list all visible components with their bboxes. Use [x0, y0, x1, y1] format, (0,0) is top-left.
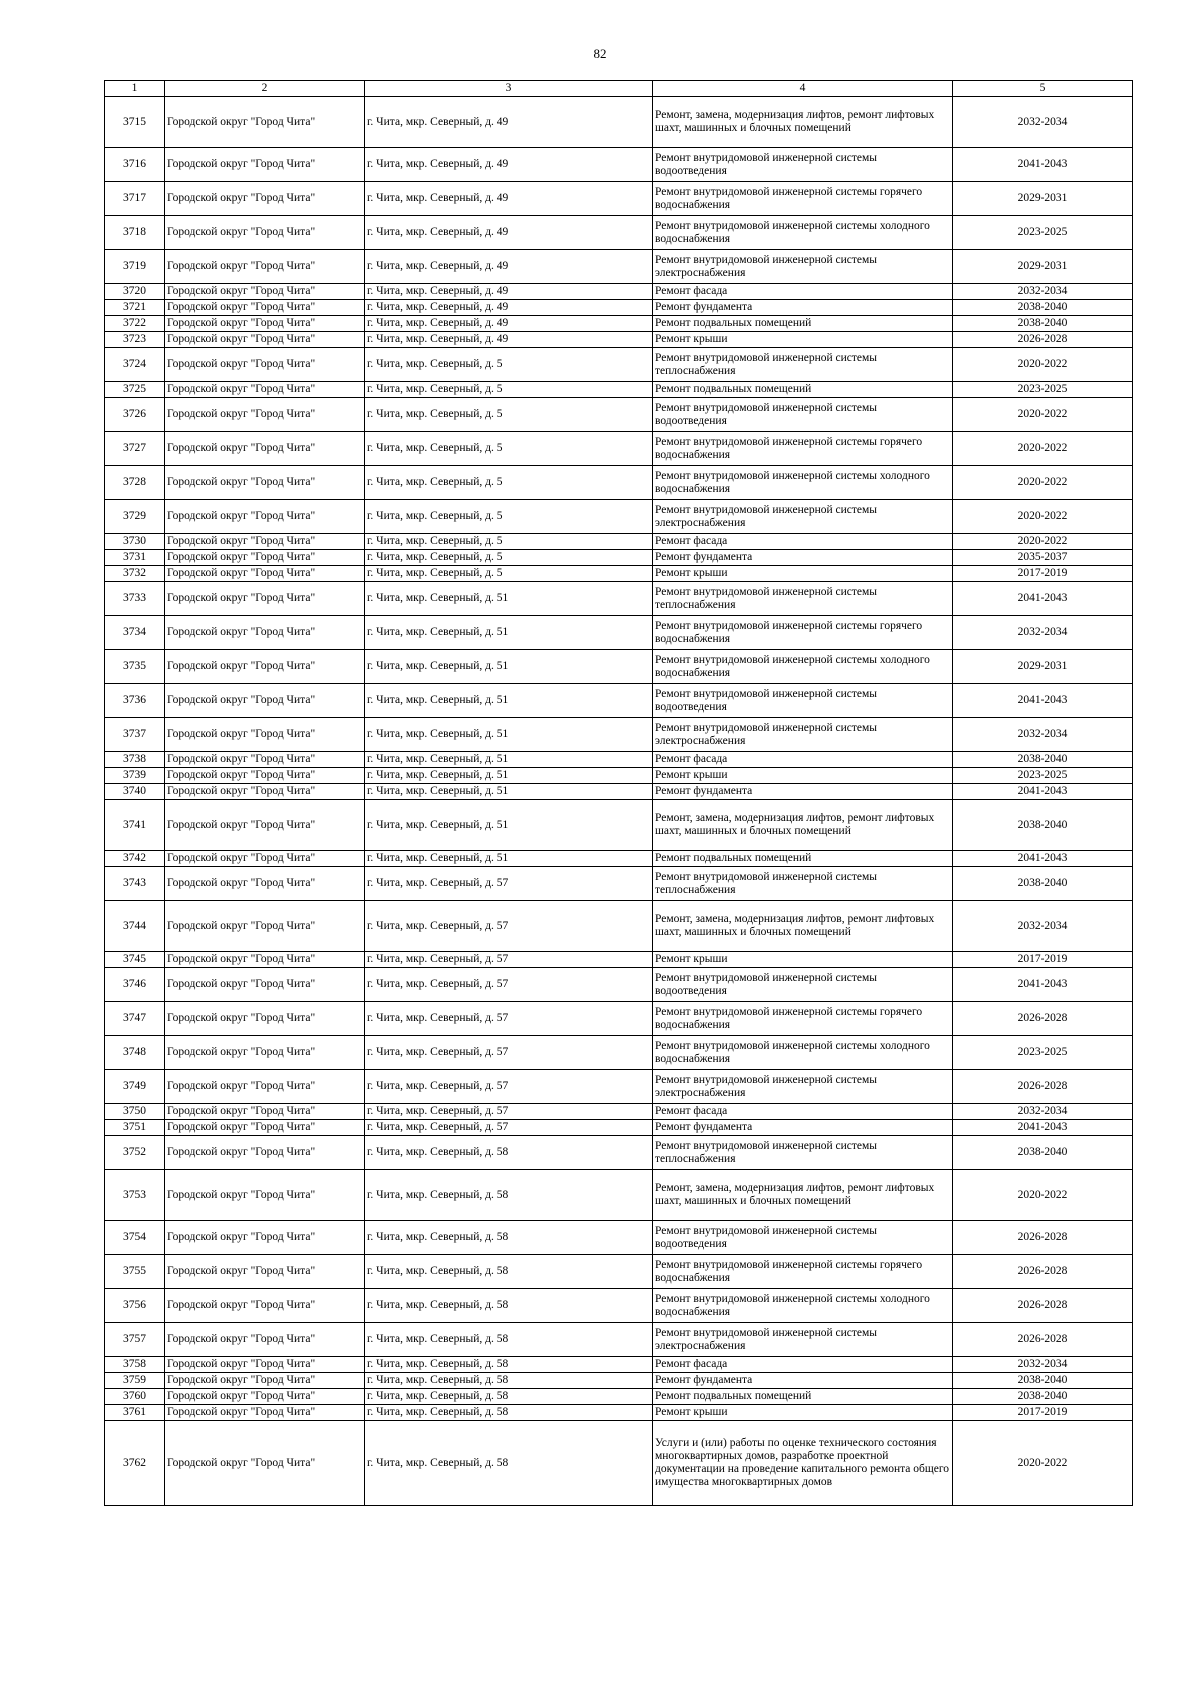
table-row: [105, 300, 1133, 316]
address-cell: г. Чита, мкр. Северный, д. 57: [365, 952, 653, 968]
work-type-cell: Ремонт фундамента: [653, 300, 953, 316]
period-cell: 2023-2025: [953, 382, 1133, 398]
address-cell: г. Чита, мкр. Северный, д. 5: [365, 534, 653, 550]
address-cell: г. Чита, мкр. Северный, д. 58: [365, 1289, 653, 1323]
table-row: [105, 534, 1133, 550]
address-cell: г. Чита, мкр. Северный, д. 49: [365, 97, 653, 148]
address-cell: г. Чита, мкр. Северный, д. 57: [365, 1036, 653, 1070]
address-cell: г. Чита, мкр. Северный, д. 51: [365, 752, 653, 768]
period-cell: 2032-2034: [953, 97, 1133, 148]
period-cell: 2038-2040: [953, 1136, 1133, 1170]
period-cell: 2029-2031: [953, 250, 1133, 284]
work-type-cell: Ремонт внутридомовой инженерной системы горячего водоснабжения: [653, 616, 953, 650]
table-body: [105, 97, 1133, 1506]
row-number-cell: 3754: [105, 1221, 165, 1255]
work-type-cell: Ремонт фасада: [653, 284, 953, 300]
table-row: [105, 650, 1133, 684]
table-row: [105, 398, 1133, 432]
address-cell: г. Чита, мкр. Северный, д. 57: [365, 867, 653, 901]
work-type-cell: Ремонт внутридомовой инженерной системы водоотведения: [653, 398, 953, 432]
table-row: [105, 432, 1133, 466]
row-number-cell: 3737: [105, 718, 165, 752]
address-cell: г. Чита, мкр. Северный, д. 58: [365, 1405, 653, 1421]
municipality-cell: Городской округ "Город Чита": [165, 550, 365, 566]
table-row: [105, 182, 1133, 216]
address-cell: г. Чита, мкр. Северный, д. 49: [365, 148, 653, 182]
table-row: [105, 97, 1133, 148]
address-cell: г. Чита, мкр. Северный, д. 5: [365, 432, 653, 466]
row-number-cell: 3753: [105, 1170, 165, 1221]
period-cell: 2041-2043: [953, 968, 1133, 1002]
table-row: [105, 566, 1133, 582]
work-type-cell: Ремонт крыши: [653, 1405, 953, 1421]
municipality-cell: Городской округ "Город Чита": [165, 650, 365, 684]
work-type-cell: Ремонт, замена, модернизация лифтов, ремонт лифтовых шахт, машинных и блочных помещений: [653, 1170, 953, 1221]
period-cell: 2032-2034: [953, 1104, 1133, 1120]
work-type-cell: Ремонт внутридомовой инженерной системы электроснабжения: [653, 1323, 953, 1357]
row-number-cell: 3721: [105, 300, 165, 316]
column-header-3: 3: [365, 81, 653, 97]
period-cell: 2038-2040: [953, 867, 1133, 901]
period-cell: 2041-2043: [953, 684, 1133, 718]
work-type-cell: Ремонт крыши: [653, 768, 953, 784]
work-type-cell: Ремонт фасада: [653, 1357, 953, 1373]
work-type-cell: Ремонт, замена, модернизация лифтов, ремонт лифтовых шахт, машинных и блочных помещений: [653, 800, 953, 851]
table-row: [105, 1070, 1133, 1104]
address-cell: г. Чита, мкр. Северный, д. 57: [365, 901, 653, 952]
row-number-cell: 3757: [105, 1323, 165, 1357]
municipality-cell: Городской округ "Город Чита": [165, 466, 365, 500]
row-number-cell: 3724: [105, 348, 165, 382]
row-number-cell: 3733: [105, 582, 165, 616]
municipality-cell: Городской округ "Город Чита": [165, 1373, 365, 1389]
row-number-cell: 3741: [105, 800, 165, 851]
table-row: [105, 616, 1133, 650]
period-cell: 2026-2028: [953, 1221, 1133, 1255]
work-type-cell: Услуги и (или) работы по оценке технического состояния многоквартирных домов, разработке проектной документации на проведение капитального ремонта общего имущества многоквартирных домов: [653, 1421, 953, 1506]
period-cell: 2023-2025: [953, 1036, 1133, 1070]
address-cell: г. Чита, мкр. Северный, д. 51: [365, 800, 653, 851]
page-number: 82: [593, 46, 607, 61]
row-number-cell: 3752: [105, 1136, 165, 1170]
row-number-cell: 3758: [105, 1357, 165, 1373]
table-row: [105, 800, 1133, 851]
row-number-cell: 3747: [105, 1002, 165, 1036]
row-number-cell: 3743: [105, 867, 165, 901]
municipality-cell: Городской округ "Город Чита": [165, 216, 365, 250]
work-type-cell: Ремонт фундамента: [653, 1120, 953, 1136]
address-cell: г. Чита, мкр. Северный, д. 5: [365, 500, 653, 534]
municipality-cell: Городской округ "Город Чита": [165, 97, 365, 148]
table-row: [105, 1405, 1133, 1421]
address-cell: г. Чита, мкр. Северный, д. 49: [365, 316, 653, 332]
address-cell: г. Чита, мкр. Северный, д. 5: [365, 566, 653, 582]
period-cell: 2023-2025: [953, 768, 1133, 784]
work-type-cell: Ремонт внутридомовой инженерной системы водоотведения: [653, 968, 953, 1002]
work-type-cell: Ремонт внутридомовой инженерной системы электроснабжения: [653, 1070, 953, 1104]
municipality-cell: Городской округ "Город Чита": [165, 382, 365, 398]
row-number-cell: 3723: [105, 332, 165, 348]
period-cell: 2020-2022: [953, 534, 1133, 550]
work-type-cell: Ремонт внутридомовой инженерной системы холодного водоснабжения: [653, 216, 953, 250]
table-row: [105, 1136, 1133, 1170]
period-cell: 2038-2040: [953, 1389, 1133, 1405]
row-number-cell: 3759: [105, 1373, 165, 1389]
work-type-cell: Ремонт фасада: [653, 534, 953, 550]
address-cell: г. Чита, мкр. Северный, д. 51: [365, 718, 653, 752]
table-row: [105, 752, 1133, 768]
municipality-cell: Городской округ "Город Чита": [165, 1405, 365, 1421]
work-type-cell: Ремонт внутридомовой инженерной системы теплоснабжения: [653, 582, 953, 616]
period-cell: 2020-2022: [953, 432, 1133, 466]
address-cell: г. Чита, мкр. Северный, д. 5: [365, 382, 653, 398]
address-cell: г. Чита, мкр. Северный, д. 58: [365, 1389, 653, 1405]
municipality-cell: Городской округ "Город Чита": [165, 1104, 365, 1120]
row-number-cell: 3719: [105, 250, 165, 284]
table-row: [105, 1221, 1133, 1255]
address-cell: г. Чита, мкр. Северный, д. 51: [365, 784, 653, 800]
period-cell: 2017-2019: [953, 566, 1133, 582]
municipality-cell: Городской округ "Город Чита": [165, 1170, 365, 1221]
period-cell: 2017-2019: [953, 1405, 1133, 1421]
address-cell: г. Чита, мкр. Северный, д. 58: [365, 1421, 653, 1506]
address-cell: г. Чита, мкр. Северный, д. 5: [365, 550, 653, 566]
municipality-cell: Городской округ "Город Чита": [165, 1421, 365, 1506]
work-type-cell: Ремонт внутридомовой инженерной системы горячего водоснабжения: [653, 1255, 953, 1289]
municipality-cell: Городской округ "Город Чита": [165, 534, 365, 550]
row-number-cell: 3731: [105, 550, 165, 566]
municipality-cell: Городской округ "Город Чита": [165, 500, 365, 534]
table-row: [105, 1389, 1133, 1405]
work-type-cell: Ремонт фундамента: [653, 1373, 953, 1389]
table-row: [105, 1323, 1133, 1357]
period-cell: 2026-2028: [953, 1002, 1133, 1036]
row-number-cell: 3751: [105, 1120, 165, 1136]
table-row: [105, 684, 1133, 718]
municipality-cell: Городской округ "Город Чита": [165, 316, 365, 332]
period-cell: 2020-2022: [953, 1421, 1133, 1506]
table-row: [105, 1120, 1133, 1136]
column-header-4: 4: [653, 81, 953, 97]
period-cell: 2026-2028: [953, 1070, 1133, 1104]
address-cell: г. Чита, мкр. Северный, д. 51: [365, 582, 653, 616]
row-number-cell: 3738: [105, 752, 165, 768]
table-row: [105, 500, 1133, 534]
address-cell: г. Чита, мкр. Северный, д. 57: [365, 1104, 653, 1120]
row-number-cell: 3734: [105, 616, 165, 650]
address-cell: г. Чита, мкр. Северный, д. 58: [365, 1357, 653, 1373]
address-cell: г. Чита, мкр. Северный, д. 51: [365, 650, 653, 684]
table-row: [105, 216, 1133, 250]
period-cell: 2023-2025: [953, 216, 1133, 250]
address-cell: г. Чита, мкр. Северный, д. 49: [365, 300, 653, 316]
address-cell: г. Чита, мкр. Северный, д. 51: [365, 684, 653, 718]
row-number-cell: 3732: [105, 566, 165, 582]
row-number-cell: 3728: [105, 466, 165, 500]
table-row: [105, 348, 1133, 382]
table-row: [105, 582, 1133, 616]
municipality-cell: Городской округ "Город Чита": [165, 784, 365, 800]
municipality-cell: Городской округ "Город Чита": [165, 182, 365, 216]
table-row: [105, 952, 1133, 968]
work-type-cell: Ремонт внутридомовой инженерной системы водоотведения: [653, 684, 953, 718]
period-cell: 2038-2040: [953, 800, 1133, 851]
capital-repair-table: [104, 80, 1133, 1506]
municipality-cell: Городской округ "Город Чита": [165, 1323, 365, 1357]
row-number-cell: 3727: [105, 432, 165, 466]
row-number-cell: 3744: [105, 901, 165, 952]
municipality-cell: Городской округ "Город Чита": [165, 901, 365, 952]
address-cell: г. Чита, мкр. Северный, д. 51: [365, 851, 653, 867]
work-type-cell: Ремонт внутридомовой инженерной системы теплоснабжения: [653, 348, 953, 382]
period-cell: 2041-2043: [953, 1120, 1133, 1136]
municipality-cell: Городской округ "Город Чита": [165, 284, 365, 300]
municipality-cell: Городской округ "Город Чита": [165, 718, 365, 752]
period-cell: 2020-2022: [953, 466, 1133, 500]
municipality-cell: Городской округ "Город Чита": [165, 1221, 365, 1255]
period-cell: 2038-2040: [953, 1373, 1133, 1389]
municipality-cell: Городской округ "Город Чита": [165, 1136, 365, 1170]
row-number-cell: 3761: [105, 1405, 165, 1421]
municipality-cell: Городской округ "Город Чита": [165, 1036, 365, 1070]
address-cell: г. Чита, мкр. Северный, д. 58: [365, 1255, 653, 1289]
row-number-cell: 3718: [105, 216, 165, 250]
work-type-cell: Ремонт внутридомовой инженерной системы электроснабжения: [653, 500, 953, 534]
address-cell: г. Чита, мкр. Северный, д. 57: [365, 1070, 653, 1104]
period-cell: 2029-2031: [953, 182, 1133, 216]
row-number-cell: 3749: [105, 1070, 165, 1104]
address-cell: г. Чита, мкр. Северный, д. 49: [365, 332, 653, 348]
work-type-cell: Ремонт крыши: [653, 332, 953, 348]
address-cell: г. Чита, мкр. Северный, д. 57: [365, 1120, 653, 1136]
municipality-cell: Городской округ "Город Чита": [165, 300, 365, 316]
table-row: [105, 382, 1133, 398]
row-number-cell: 3750: [105, 1104, 165, 1120]
period-cell: 2038-2040: [953, 752, 1133, 768]
period-cell: 2038-2040: [953, 300, 1133, 316]
period-cell: 2017-2019: [953, 952, 1133, 968]
row-number-cell: 3729: [105, 500, 165, 534]
municipality-cell: Городской округ "Город Чита": [165, 332, 365, 348]
period-cell: 2032-2034: [953, 284, 1133, 300]
row-number-cell: 3720: [105, 284, 165, 300]
municipality-cell: Городской округ "Город Чита": [165, 398, 365, 432]
table-row: [105, 1289, 1133, 1323]
address-cell: г. Чита, мкр. Северный, д. 51: [365, 616, 653, 650]
work-type-cell: Ремонт внутридомовой инженерной системы теплоснабжения: [653, 1136, 953, 1170]
table-row: [105, 316, 1133, 332]
row-number-cell: 3755: [105, 1255, 165, 1289]
work-type-cell: Ремонт, замена, модернизация лифтов, ремонт лифтовых шахт, машинных и блочных помещений: [653, 97, 953, 148]
row-number-cell: 3748: [105, 1036, 165, 1070]
row-number-cell: 3739: [105, 768, 165, 784]
address-cell: г. Чита, мкр. Северный, д. 51: [365, 768, 653, 784]
address-cell: г. Чита, мкр. Северный, д. 5: [365, 348, 653, 382]
table-row: [105, 1357, 1133, 1373]
period-cell: 2032-2034: [953, 718, 1133, 752]
municipality-cell: Городской округ "Город Чита": [165, 752, 365, 768]
work-type-cell: Ремонт подвальных помещений: [653, 316, 953, 332]
work-type-cell: Ремонт внутридомовой инженерной системы холодного водоснабжения: [653, 650, 953, 684]
table-row: [105, 851, 1133, 867]
period-cell: 2020-2022: [953, 398, 1133, 432]
row-number-cell: 3717: [105, 182, 165, 216]
work-type-cell: Ремонт, замена, модернизация лифтов, ремонт лифтовых шахт, машинных и блочных помещений: [653, 901, 953, 952]
row-number-cell: 3746: [105, 968, 165, 1002]
period-cell: 2032-2034: [953, 616, 1133, 650]
table-row: [105, 1002, 1133, 1036]
municipality-cell: Городской округ "Город Чита": [165, 1389, 365, 1405]
address-cell: г. Чита, мкр. Северный, д. 57: [365, 1002, 653, 1036]
period-cell: 2026-2028: [953, 1323, 1133, 1357]
table-row: [105, 1036, 1133, 1070]
address-cell: г. Чита, мкр. Северный, д. 57: [365, 968, 653, 1002]
period-cell: 2038-2040: [953, 316, 1133, 332]
period-cell: 2026-2028: [953, 1255, 1133, 1289]
address-cell: г. Чита, мкр. Северный, д. 58: [365, 1221, 653, 1255]
row-number-cell: 3725: [105, 382, 165, 398]
table-row: [105, 768, 1133, 784]
table-row: [105, 284, 1133, 300]
period-cell: 2026-2028: [953, 332, 1133, 348]
work-type-cell: Ремонт фасада: [653, 752, 953, 768]
row-number-cell: 3735: [105, 650, 165, 684]
address-cell: г. Чита, мкр. Северный, д. 58: [365, 1136, 653, 1170]
work-type-cell: Ремонт подвальных помещений: [653, 851, 953, 867]
row-number-cell: 3745: [105, 952, 165, 968]
work-type-cell: Ремонт внутридомовой инженерной системы водоотведения: [653, 148, 953, 182]
municipality-cell: Городской округ "Город Чита": [165, 1002, 365, 1036]
row-number-cell: 3715: [105, 97, 165, 148]
municipality-cell: Городской округ "Город Чита": [165, 768, 365, 784]
table-row: [105, 968, 1133, 1002]
table-row: [105, 1170, 1133, 1221]
municipality-cell: Городской округ "Город Чита": [165, 432, 365, 466]
work-type-cell: Ремонт внутридомовой инженерной системы горячего водоснабжения: [653, 1002, 953, 1036]
address-cell: г. Чита, мкр. Северный, д. 49: [365, 182, 653, 216]
municipality-cell: Городской округ "Город Чита": [165, 1070, 365, 1104]
municipality-cell: Городской округ "Город Чита": [165, 684, 365, 718]
period-cell: 2029-2031: [953, 650, 1133, 684]
municipality-cell: Городской округ "Город Чита": [165, 582, 365, 616]
period-cell: 2041-2043: [953, 784, 1133, 800]
municipality-cell: Городской округ "Город Чита": [165, 566, 365, 582]
table-row: [105, 332, 1133, 348]
municipality-cell: Городской округ "Город Чита": [165, 1120, 365, 1136]
work-type-cell: Ремонт подвальных помещений: [653, 1389, 953, 1405]
row-number-cell: 3742: [105, 851, 165, 867]
address-cell: г. Чита, мкр. Северный, д. 58: [365, 1323, 653, 1357]
municipality-cell: Городской округ "Город Чита": [165, 348, 365, 382]
table-row: [105, 1104, 1133, 1120]
row-number-cell: 3736: [105, 684, 165, 718]
work-type-cell: Ремонт внутридомовой инженерной системы горячего водоснабжения: [653, 432, 953, 466]
table-row: [105, 466, 1133, 500]
table-row: [105, 901, 1133, 952]
column-number-row: [105, 81, 1133, 97]
table-row: [105, 550, 1133, 566]
municipality-cell: Городской округ "Город Чита": [165, 1255, 365, 1289]
row-number-cell: 3716: [105, 148, 165, 182]
column-header-5: 5: [953, 81, 1133, 97]
table-row: [105, 250, 1133, 284]
municipality-cell: Городской округ "Город Чита": [165, 851, 365, 867]
column-header-1: 1: [105, 81, 165, 97]
work-type-cell: Ремонт фундамента: [653, 784, 953, 800]
column-header-2: 2: [165, 81, 365, 97]
municipality-cell: Городской округ "Город Чита": [165, 250, 365, 284]
table-row: [105, 1255, 1133, 1289]
municipality-cell: Городской округ "Город Чита": [165, 867, 365, 901]
work-type-cell: Ремонт внутридомовой инженерной системы холодного водоснабжения: [653, 466, 953, 500]
municipality-cell: Городской округ "Город Чита": [165, 1289, 365, 1323]
period-cell: 2041-2043: [953, 582, 1133, 616]
municipality-cell: Городской округ "Город Чита": [165, 968, 365, 1002]
period-cell: 2032-2034: [953, 901, 1133, 952]
period-cell: 2041-2043: [953, 851, 1133, 867]
period-cell: 2041-2043: [953, 148, 1133, 182]
work-type-cell: Ремонт внутридомовой инженерной системы холодного водоснабжения: [653, 1036, 953, 1070]
table-row: [105, 867, 1133, 901]
municipality-cell: Городской округ "Город Чита": [165, 800, 365, 851]
work-type-cell: Ремонт внутридомовой инженерной системы электроснабжения: [653, 250, 953, 284]
work-type-cell: Ремонт внутридомовой инженерной системы электроснабжения: [653, 718, 953, 752]
period-cell: 2032-2034: [953, 1357, 1133, 1373]
address-cell: г. Чита, мкр. Северный, д. 5: [365, 466, 653, 500]
row-number-cell: 3762: [105, 1421, 165, 1506]
work-type-cell: Ремонт внутридомовой инженерной системы холодного водоснабжения: [653, 1289, 953, 1323]
municipality-cell: Городской округ "Город Чита": [165, 952, 365, 968]
work-type-cell: Ремонт подвальных помещений: [653, 382, 953, 398]
period-cell: 2020-2022: [953, 348, 1133, 382]
row-number-cell: 3740: [105, 784, 165, 800]
address-cell: г. Чита, мкр. Северный, д. 49: [365, 216, 653, 250]
table-row: [105, 1373, 1133, 1389]
work-type-cell: Ремонт внутридомовой инженерной системы теплоснабжения: [653, 867, 953, 901]
period-cell: 2026-2028: [953, 1289, 1133, 1323]
table-row: [105, 148, 1133, 182]
table-row: [105, 718, 1133, 752]
table-row: [105, 1421, 1133, 1506]
row-number-cell: 3726: [105, 398, 165, 432]
table-row: [105, 784, 1133, 800]
work-type-cell: Ремонт крыши: [653, 566, 953, 582]
work-type-cell: Ремонт внутридомовой инженерной системы водоотведения: [653, 1221, 953, 1255]
work-type-cell: Ремонт фасада: [653, 1104, 953, 1120]
work-type-cell: Ремонт крыши: [653, 952, 953, 968]
address-cell: г. Чита, мкр. Северный, д. 49: [365, 250, 653, 284]
municipality-cell: Городской округ "Город Чита": [165, 616, 365, 650]
work-type-cell: Ремонт внутридомовой инженерной системы горячего водоснабжения: [653, 182, 953, 216]
address-cell: г. Чита, мкр. Северный, д. 58: [365, 1170, 653, 1221]
work-type-cell: Ремонт фундамента: [653, 550, 953, 566]
address-cell: г. Чита, мкр. Северный, д. 49: [365, 284, 653, 300]
municipality-cell: Городской округ "Город Чита": [165, 1357, 365, 1373]
period-cell: 2020-2022: [953, 1170, 1133, 1221]
row-number-cell: 3722: [105, 316, 165, 332]
address-cell: г. Чита, мкр. Северный, д. 58: [365, 1373, 653, 1389]
row-number-cell: 3730: [105, 534, 165, 550]
period-cell: 2035-2037: [953, 550, 1133, 566]
row-number-cell: 3760: [105, 1389, 165, 1405]
period-cell: 2020-2022: [953, 500, 1133, 534]
address-cell: г. Чита, мкр. Северный, д. 5: [365, 398, 653, 432]
row-number-cell: 3756: [105, 1289, 165, 1323]
municipality-cell: Городской округ "Город Чита": [165, 148, 365, 182]
